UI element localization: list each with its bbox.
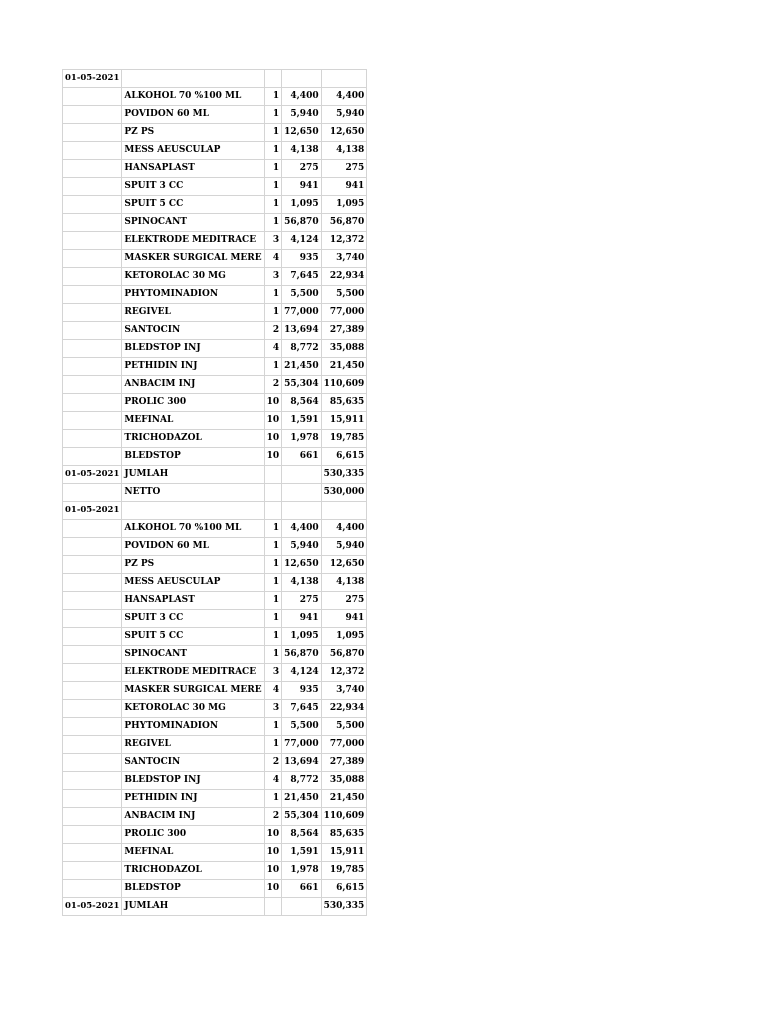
- item-qty: 1: [264, 610, 282, 628]
- item-qty: 1: [264, 304, 282, 322]
- item-name: PETHIDIN INJ: [122, 790, 264, 808]
- item-name: BLEDSTOP INJ: [122, 340, 264, 358]
- item-price: 5,500: [282, 718, 321, 736]
- item-price: 56,870: [282, 646, 321, 664]
- item-total: 1,095: [321, 628, 367, 646]
- table-row: [63, 556, 367, 574]
- item-qty: 4: [264, 340, 282, 358]
- item-price: 12,650: [282, 556, 321, 574]
- empty-cell: [122, 502, 264, 520]
- item-name: ELEKTRODE MEDITRACE: [122, 232, 264, 250]
- empty-cell: [63, 358, 122, 376]
- item-name: PHYTOMINADION: [122, 286, 264, 304]
- item-qty: 10: [264, 394, 282, 412]
- empty-cell: [264, 70, 282, 88]
- empty-cell: [63, 808, 122, 826]
- item-name: POVIDON 60 ML: [122, 106, 264, 124]
- item-name: REGIVEL: [122, 736, 264, 754]
- item-total: 110,609: [321, 376, 367, 394]
- item-price: 1,095: [282, 628, 321, 646]
- empty-cell: [63, 700, 122, 718]
- item-total: 35,088: [321, 772, 367, 790]
- empty-cell: [63, 592, 122, 610]
- table-row: [63, 250, 367, 268]
- item-total: 56,870: [321, 214, 367, 232]
- item-qty: 10: [264, 826, 282, 844]
- item-total: 5,500: [321, 286, 367, 304]
- item-qty: 1: [264, 718, 282, 736]
- table-row: [63, 196, 367, 214]
- empty-cell: [63, 142, 122, 160]
- item-qty: 2: [264, 808, 282, 826]
- item-name: ANBACIM INJ: [122, 376, 264, 394]
- item-qty: 1: [264, 592, 282, 610]
- item-qty: 1: [264, 736, 282, 754]
- item-name: PROLIC 300: [122, 394, 264, 412]
- item-name: SPINOCANT: [122, 214, 264, 232]
- item-qty: 1: [264, 196, 282, 214]
- empty-cell: [63, 394, 122, 412]
- table-row: [63, 394, 367, 412]
- item-qty: 3: [264, 232, 282, 250]
- item-total: 1,095: [321, 196, 367, 214]
- table-row: [63, 286, 367, 304]
- table-row: [63, 340, 367, 358]
- item-qty: 4: [264, 682, 282, 700]
- summary-date: 01-05-2021: [63, 466, 122, 484]
- item-total: 77,000: [321, 736, 367, 754]
- empty-cell: [63, 304, 122, 322]
- item-qty: 10: [264, 880, 282, 898]
- table-row: [63, 574, 367, 592]
- table-row: [63, 88, 367, 106]
- empty-cell: [63, 610, 122, 628]
- item-qty: 2: [264, 322, 282, 340]
- table-row: [63, 412, 367, 430]
- empty-cell: [63, 178, 122, 196]
- item-total: 4,138: [321, 142, 367, 160]
- item-price: 935: [282, 250, 321, 268]
- item-name: KETOROLAC 30 MG: [122, 268, 264, 286]
- table-row: [63, 430, 367, 448]
- item-price: 7,645: [282, 268, 321, 286]
- item-total: 15,911: [321, 844, 367, 862]
- summary-value: 530,000: [321, 484, 367, 502]
- item-price: 941: [282, 610, 321, 628]
- item-qty: 10: [264, 448, 282, 466]
- item-name: MASKER SURGICAL MERE: [122, 682, 264, 700]
- item-name: PROLIC 300: [122, 826, 264, 844]
- item-total: 27,389: [321, 754, 367, 772]
- empty-cell: [63, 196, 122, 214]
- item-price: 13,694: [282, 322, 321, 340]
- item-qty: 2: [264, 376, 282, 394]
- item-qty: 1: [264, 556, 282, 574]
- item-price: 275: [282, 160, 321, 178]
- item-qty: 3: [264, 268, 282, 286]
- item-qty: 4: [264, 250, 282, 268]
- item-total: 77,000: [321, 304, 367, 322]
- summary-date: [63, 484, 122, 502]
- table-row: [63, 664, 367, 682]
- item-name: MEFINAL: [122, 412, 264, 430]
- item-name: SPUIT 5 CC: [122, 628, 264, 646]
- item-total: 12,650: [321, 124, 367, 142]
- empty-cell: [63, 664, 122, 682]
- item-price: 12,650: [282, 124, 321, 142]
- item-price: 8,772: [282, 340, 321, 358]
- table-row: [63, 646, 367, 664]
- item-name: HANSAPLAST: [122, 592, 264, 610]
- item-qty: 3: [264, 664, 282, 682]
- item-qty: 1: [264, 142, 282, 160]
- empty-cell: [63, 250, 122, 268]
- item-price: 1,591: [282, 844, 321, 862]
- table-row: [63, 772, 367, 790]
- empty-cell: [63, 538, 122, 556]
- item-name: MASKER SURGICAL MERE: [122, 250, 264, 268]
- empty-cell: [63, 340, 122, 358]
- summary-row: [63, 466, 367, 484]
- table-row: [63, 736, 367, 754]
- section-date-row: [63, 502, 367, 520]
- item-name: MESS AEUSCULAP: [122, 142, 264, 160]
- item-name: REGIVEL: [122, 304, 264, 322]
- item-price: 275: [282, 592, 321, 610]
- summary-label: JUMLAH: [122, 466, 264, 484]
- empty-cell: [63, 826, 122, 844]
- item-price: 4,400: [282, 88, 321, 106]
- item-name: MESS AEUSCULAP: [122, 574, 264, 592]
- item-price: 941: [282, 178, 321, 196]
- item-price: 77,000: [282, 304, 321, 322]
- empty-cell: [63, 268, 122, 286]
- empty-cell: [63, 88, 122, 106]
- empty-cell: [63, 520, 122, 538]
- empty-cell: [63, 682, 122, 700]
- empty-cell: [264, 484, 282, 502]
- empty-cell: [63, 718, 122, 736]
- empty-cell: [63, 448, 122, 466]
- item-name: SPUIT 5 CC: [122, 196, 264, 214]
- section-date: 01-05-2021: [63, 70, 122, 88]
- item-qty: 1: [264, 160, 282, 178]
- table-row: [63, 628, 367, 646]
- item-name: SPUIT 3 CC: [122, 178, 264, 196]
- empty-cell: [63, 232, 122, 250]
- empty-cell: [63, 412, 122, 430]
- item-name: KETOROLAC 30 MG: [122, 700, 264, 718]
- table-row: [63, 790, 367, 808]
- item-total: 275: [321, 592, 367, 610]
- item-name: ALKOHOL 70 %100 ML: [122, 88, 264, 106]
- empty-cell: [282, 898, 321, 916]
- item-qty: 1: [264, 106, 282, 124]
- item-total: 275: [321, 160, 367, 178]
- table-row: [63, 160, 367, 178]
- item-total: 941: [321, 178, 367, 196]
- item-price: 4,400: [282, 520, 321, 538]
- summary-label: JUMLAH: [122, 898, 264, 916]
- item-qty: 10: [264, 862, 282, 880]
- item-name: PZ PS: [122, 556, 264, 574]
- table-row: [63, 322, 367, 340]
- invoice-table-body: [63, 70, 367, 916]
- table-row: [63, 304, 367, 322]
- item-qty: 10: [264, 430, 282, 448]
- invoice-table: [62, 69, 367, 916]
- item-name: HANSAPLAST: [122, 160, 264, 178]
- item-total: 3,740: [321, 682, 367, 700]
- empty-cell: [63, 790, 122, 808]
- item-total: 5,940: [321, 538, 367, 556]
- item-total: 85,635: [321, 826, 367, 844]
- item-name: TRICHODAZOL: [122, 862, 264, 880]
- empty-cell: [63, 646, 122, 664]
- item-name: SANTOCIN: [122, 322, 264, 340]
- table-row: [63, 700, 367, 718]
- item-name: ANBACIM INJ: [122, 808, 264, 826]
- item-name: PHYTOMINADION: [122, 718, 264, 736]
- table-row: [63, 808, 367, 826]
- item-qty: 1: [264, 520, 282, 538]
- summary-value: 530,335: [321, 898, 367, 916]
- item-price: 4,124: [282, 664, 321, 682]
- item-name: SPUIT 3 CC: [122, 610, 264, 628]
- table-row: [63, 520, 367, 538]
- table-row: [63, 862, 367, 880]
- item-price: 661: [282, 448, 321, 466]
- empty-cell: [63, 376, 122, 394]
- item-name: SANTOCIN: [122, 754, 264, 772]
- item-name: BLEDSTOP: [122, 880, 264, 898]
- summary-date: 01-05-2021: [63, 898, 122, 916]
- table-row: [63, 538, 367, 556]
- table-row: [63, 826, 367, 844]
- item-price: 5,940: [282, 106, 321, 124]
- item-price: 4,138: [282, 574, 321, 592]
- empty-cell: [321, 70, 367, 88]
- item-total: 85,635: [321, 394, 367, 412]
- section-date: 01-05-2021: [63, 502, 122, 520]
- item-total: 5,500: [321, 718, 367, 736]
- item-total: 27,389: [321, 322, 367, 340]
- empty-cell: [63, 574, 122, 592]
- item-price: 56,870: [282, 214, 321, 232]
- item-price: 1,978: [282, 430, 321, 448]
- table-row: [63, 844, 367, 862]
- table-row: [63, 232, 367, 250]
- item-total: 4,138: [321, 574, 367, 592]
- table-row: [63, 268, 367, 286]
- item-name: TRICHODAZOL: [122, 430, 264, 448]
- item-price: 77,000: [282, 736, 321, 754]
- empty-cell: [264, 466, 282, 484]
- empty-cell: [321, 502, 367, 520]
- table-row: [63, 358, 367, 376]
- item-total: 15,911: [321, 412, 367, 430]
- item-total: 22,934: [321, 268, 367, 286]
- item-total: 12,650: [321, 556, 367, 574]
- item-qty: 1: [264, 646, 282, 664]
- empty-cell: [63, 124, 122, 142]
- empty-cell: [63, 628, 122, 646]
- item-name: BLEDSTOP INJ: [122, 772, 264, 790]
- item-total: 4,400: [321, 88, 367, 106]
- item-qty: 1: [264, 88, 282, 106]
- item-name: MEFINAL: [122, 844, 264, 862]
- item-qty: 10: [264, 844, 282, 862]
- item-price: 4,124: [282, 232, 321, 250]
- empty-cell: [63, 322, 122, 340]
- table-row: [63, 592, 367, 610]
- table-row: [63, 124, 367, 142]
- item-name: PETHIDIN INJ: [122, 358, 264, 376]
- item-total: 4,400: [321, 520, 367, 538]
- item-price: 935: [282, 682, 321, 700]
- item-total: 941: [321, 610, 367, 628]
- table-row: [63, 754, 367, 772]
- empty-cell: [122, 70, 264, 88]
- empty-cell: [63, 772, 122, 790]
- item-qty: 1: [264, 214, 282, 232]
- empty-cell: [63, 736, 122, 754]
- item-total: 21,450: [321, 790, 367, 808]
- item-price: 8,772: [282, 772, 321, 790]
- item-total: 19,785: [321, 862, 367, 880]
- empty-cell: [282, 466, 321, 484]
- summary-value: 530,335: [321, 466, 367, 484]
- item-price: 8,564: [282, 826, 321, 844]
- item-qty: 1: [264, 358, 282, 376]
- item-price: 4,138: [282, 142, 321, 160]
- empty-cell: [282, 70, 321, 88]
- item-name: PZ PS: [122, 124, 264, 142]
- item-qty: 3: [264, 700, 282, 718]
- item-total: 19,785: [321, 430, 367, 448]
- item-price: 1,095: [282, 196, 321, 214]
- item-price: 661: [282, 880, 321, 898]
- item-name: POVIDON 60 ML: [122, 538, 264, 556]
- item-qty: 1: [264, 538, 282, 556]
- item-qty: 4: [264, 772, 282, 790]
- table-row: [63, 718, 367, 736]
- empty-cell: [63, 286, 122, 304]
- item-total: 110,609: [321, 808, 367, 826]
- summary-row: [63, 898, 367, 916]
- summary-row: [63, 484, 367, 502]
- item-total: 56,870: [321, 646, 367, 664]
- item-name: ELEKTRODE MEDITRACE: [122, 664, 264, 682]
- item-total: 5,940: [321, 106, 367, 124]
- table-row: [63, 376, 367, 394]
- summary-label: NETTO: [122, 484, 264, 502]
- item-total: 12,372: [321, 664, 367, 682]
- empty-cell: [63, 844, 122, 862]
- section-date-row: [63, 70, 367, 88]
- item-qty: 10: [264, 412, 282, 430]
- item-price: 7,645: [282, 700, 321, 718]
- item-total: 22,934: [321, 700, 367, 718]
- empty-cell: [63, 880, 122, 898]
- item-price: 21,450: [282, 358, 321, 376]
- empty-cell: [282, 484, 321, 502]
- empty-cell: [63, 160, 122, 178]
- item-total: 35,088: [321, 340, 367, 358]
- empty-cell: [63, 430, 122, 448]
- item-qty: 1: [264, 178, 282, 196]
- empty-cell: [264, 898, 282, 916]
- empty-cell: [264, 502, 282, 520]
- empty-cell: [282, 502, 321, 520]
- empty-cell: [63, 106, 122, 124]
- table-row: [63, 214, 367, 232]
- item-price: 13,694: [282, 754, 321, 772]
- item-total: 3,740: [321, 250, 367, 268]
- item-qty: 1: [264, 286, 282, 304]
- table-row: [63, 610, 367, 628]
- table-row: [63, 178, 367, 196]
- empty-cell: [63, 862, 122, 880]
- item-price: 55,304: [282, 376, 321, 394]
- table-row: [63, 682, 367, 700]
- empty-cell: [63, 214, 122, 232]
- item-qty: 1: [264, 628, 282, 646]
- item-price: 1,978: [282, 862, 321, 880]
- table-row: [63, 142, 367, 160]
- item-qty: 2: [264, 754, 282, 772]
- item-name: SPINOCANT: [122, 646, 264, 664]
- empty-cell: [63, 556, 122, 574]
- item-qty: 1: [264, 790, 282, 808]
- item-price: 5,500: [282, 286, 321, 304]
- table-row: [63, 106, 367, 124]
- table-row: [63, 448, 367, 466]
- empty-cell: [63, 754, 122, 772]
- item-price: 21,450: [282, 790, 321, 808]
- item-qty: 1: [264, 124, 282, 142]
- item-total: 6,615: [321, 880, 367, 898]
- item-name: ALKOHOL 70 %100 ML: [122, 520, 264, 538]
- item-price: 55,304: [282, 808, 321, 826]
- item-price: 5,940: [282, 538, 321, 556]
- item-total: 21,450: [321, 358, 367, 376]
- item-total: 12,372: [321, 232, 367, 250]
- item-name: BLEDSTOP: [122, 448, 264, 466]
- item-price: 1,591: [282, 412, 321, 430]
- item-total: 6,615: [321, 448, 367, 466]
- item-price: 8,564: [282, 394, 321, 412]
- table-row: [63, 880, 367, 898]
- item-qty: 1: [264, 574, 282, 592]
